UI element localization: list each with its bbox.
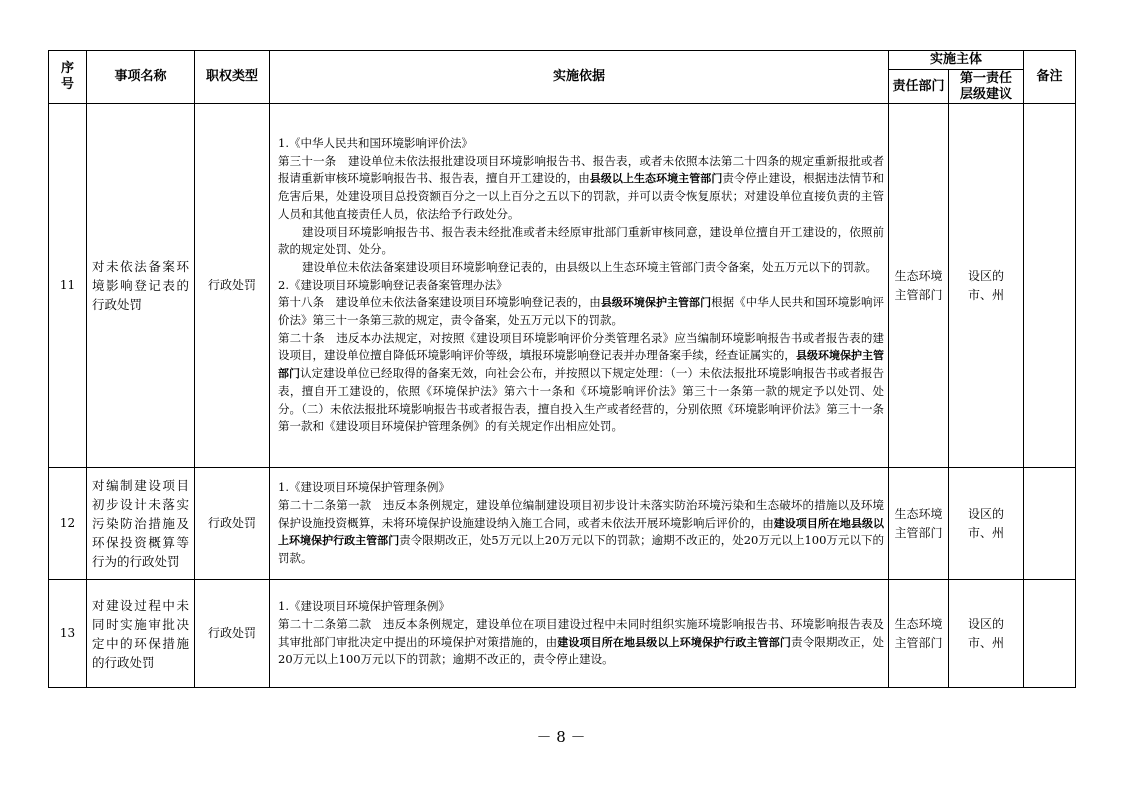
row-seq: 13 <box>49 580 87 688</box>
article-text: 建设单位未依法备案建设项目环境影响登记表的，由县级以上生态环境主管部门责令备案，处五万元以下的罚款。 <box>302 259 877 274</box>
header-authority-type: 职权类型 <box>195 51 270 104</box>
header-dept: 责任部门 <box>889 70 949 104</box>
article-text: 第二十二条第二款 违反本条例规定，建设单位在项目建设过程中未同时组织实施环境影响报告书、环境影响报告表及其审批部门审批决定中提出的环境保护对策措施的，由建设项目所在地县级以上环境保护行政主管部门责令限期改正，处20万元以上100万元以下的罚款；逾期不改正的，责令停止建设。 <box>278 616 885 667</box>
row-authority-type: 行政处罚 <box>195 104 270 468</box>
row-dept: 生态环境主管部门 <box>889 580 949 688</box>
row-basis <box>270 104 889 468</box>
row-level: 设区的市、州 <box>949 468 1024 580</box>
row-basis <box>270 468 889 580</box>
row-dept: 生态环境主管部门 <box>889 468 949 580</box>
header-name: 事项名称 <box>87 51 195 104</box>
items-table <box>48 50 1076 688</box>
responsible-authority: 县级以上生态环境主管部门 <box>589 172 723 186</box>
header-seq: 序号 <box>49 51 87 104</box>
row-remark <box>1024 580 1076 688</box>
responsible-authority: 县级环境保护主管部门 <box>278 349 885 381</box>
header-row <box>49 51 1076 70</box>
responsible-authority: 县级环境保护主管部门 <box>600 296 712 310</box>
row-item-name: 对编制建设项目初步设计未落实污染防治措施及环保投资概算等行为的行政处罚 <box>87 468 195 580</box>
header-remark: 备注 <box>1024 51 1076 104</box>
row-remark <box>1024 104 1076 468</box>
row-level: 设区的市、州 <box>949 104 1024 468</box>
article-text: 建设项目环境影响报告书、报告表未经批准或者未经原审批部门重新审核同意，建设单位擅自开工建设的，依照前款的规定处罚、处分。 <box>278 224 884 257</box>
article-text: 第三十一条 建设单位未依法报批建设项目环境影响报告书、报告表，或者未依照本法第二十四条的规定重新报批或者报请重新审核环境影响报告书、报告表，擅自开工建设的，由县级以上生态环境主管部门责令停止建设，根据违法情节和危害后果，处建设项目总投资额百分之一以上百分之五以下的罚款，并可以责令恢复原状；对建设单位直接负责的主管人员和其他直接责任人员，依法给予行政处分。 <box>278 153 884 221</box>
law-title: 2.《建设项目环境影响登记表备案管理办法》 <box>278 277 508 292</box>
header-subject: 实施主体 <box>889 51 1024 70</box>
header-level: 第一责任层级建议 <box>949 70 1024 104</box>
article-text: 第十八条 建设单位未依法备案建设项目环境影响登记表的，由县级环境保护主管部门根据《中华人民共和国环境影响评价法》第三十一条第三款的规定，责令备案，处五万元以下的罚款。 <box>278 295 885 328</box>
row-authority-type: 行政处罚 <box>195 580 270 688</box>
article-text: 第二十条 违反本办法规定，对按照《建设项目环境影响评价分类管理名录》应当编制环境影响报告书或者报告表的建设项目，建设单位擅自降低环境影响评价等级，填报环境影响登记表并办理备案手续，经查证属实的，县级环境保护主管部门认定建设单位已经取得的备案无效，向社会公布，并按照以下规定处理：（一）未依法报批环境影响报告书或者报告表，擅自开工建设的，依照《环境保护法》第六十一条和《环境影响评价法》第三十一条第一款的规定予以处罚、处分。（二）未依法报批环境影响报告书或者报告表，擅自投入生产或者经营的，分别依照《环境影响评价法》第三十一条第一款和《建设项目环境保护管理条例》的有关规定作出相应处罚。 <box>278 330 885 434</box>
header-basis: 实施依据 <box>270 51 889 104</box>
table-row <box>49 580 1076 688</box>
table-row <box>49 104 1076 468</box>
row-level: 设区的市、州 <box>949 580 1024 688</box>
law-title: 1.《中华人民共和国环境影响评价法》 <box>278 136 473 151</box>
row-basis <box>270 580 889 688</box>
row-seq: 11 <box>49 104 87 468</box>
row-remark <box>1024 468 1076 580</box>
responsible-authority: 建设项目所在地县级以上环境保护行政主管部门 <box>557 635 792 649</box>
row-item-name: 对建设过程中未同时实施审批决定中的环保措施的行政处罚 <box>87 580 195 688</box>
row-item-name: 对未依法备案环境影响登记表的行政处罚 <box>87 104 195 468</box>
article-text: 第二十二条第一款 违反本条例规定，建设单位编制建设项目初步设计未落实防治环境污染和生态破坏的措施以及环境保护设施投资概算，未将环境保护设施建设纳入施工合同，或者未依法开展环境影响后评价的，由建设项目所在地县级以上环境保护行政主管部门责令限期改正，处5万元以上20万元以下的罚款；逾期不改正的，处20万元以上100万元以下的罚款。 <box>278 497 885 566</box>
table-row <box>49 468 1076 580</box>
row-seq: 12 <box>49 468 87 580</box>
law-title: 1.《建设项目环境保护管理条例》 <box>278 599 450 614</box>
law-title: 1.《建设项目环境保护管理条例》 <box>278 480 450 495</box>
page-number: － 8 － <box>536 728 586 746</box>
row-dept: 生态环境主管部门 <box>889 104 949 468</box>
responsible-authority: 建设项目所在地县级以上环境保护行政主管部门 <box>278 516 885 548</box>
row-authority-type: 行政处罚 <box>195 468 270 580</box>
